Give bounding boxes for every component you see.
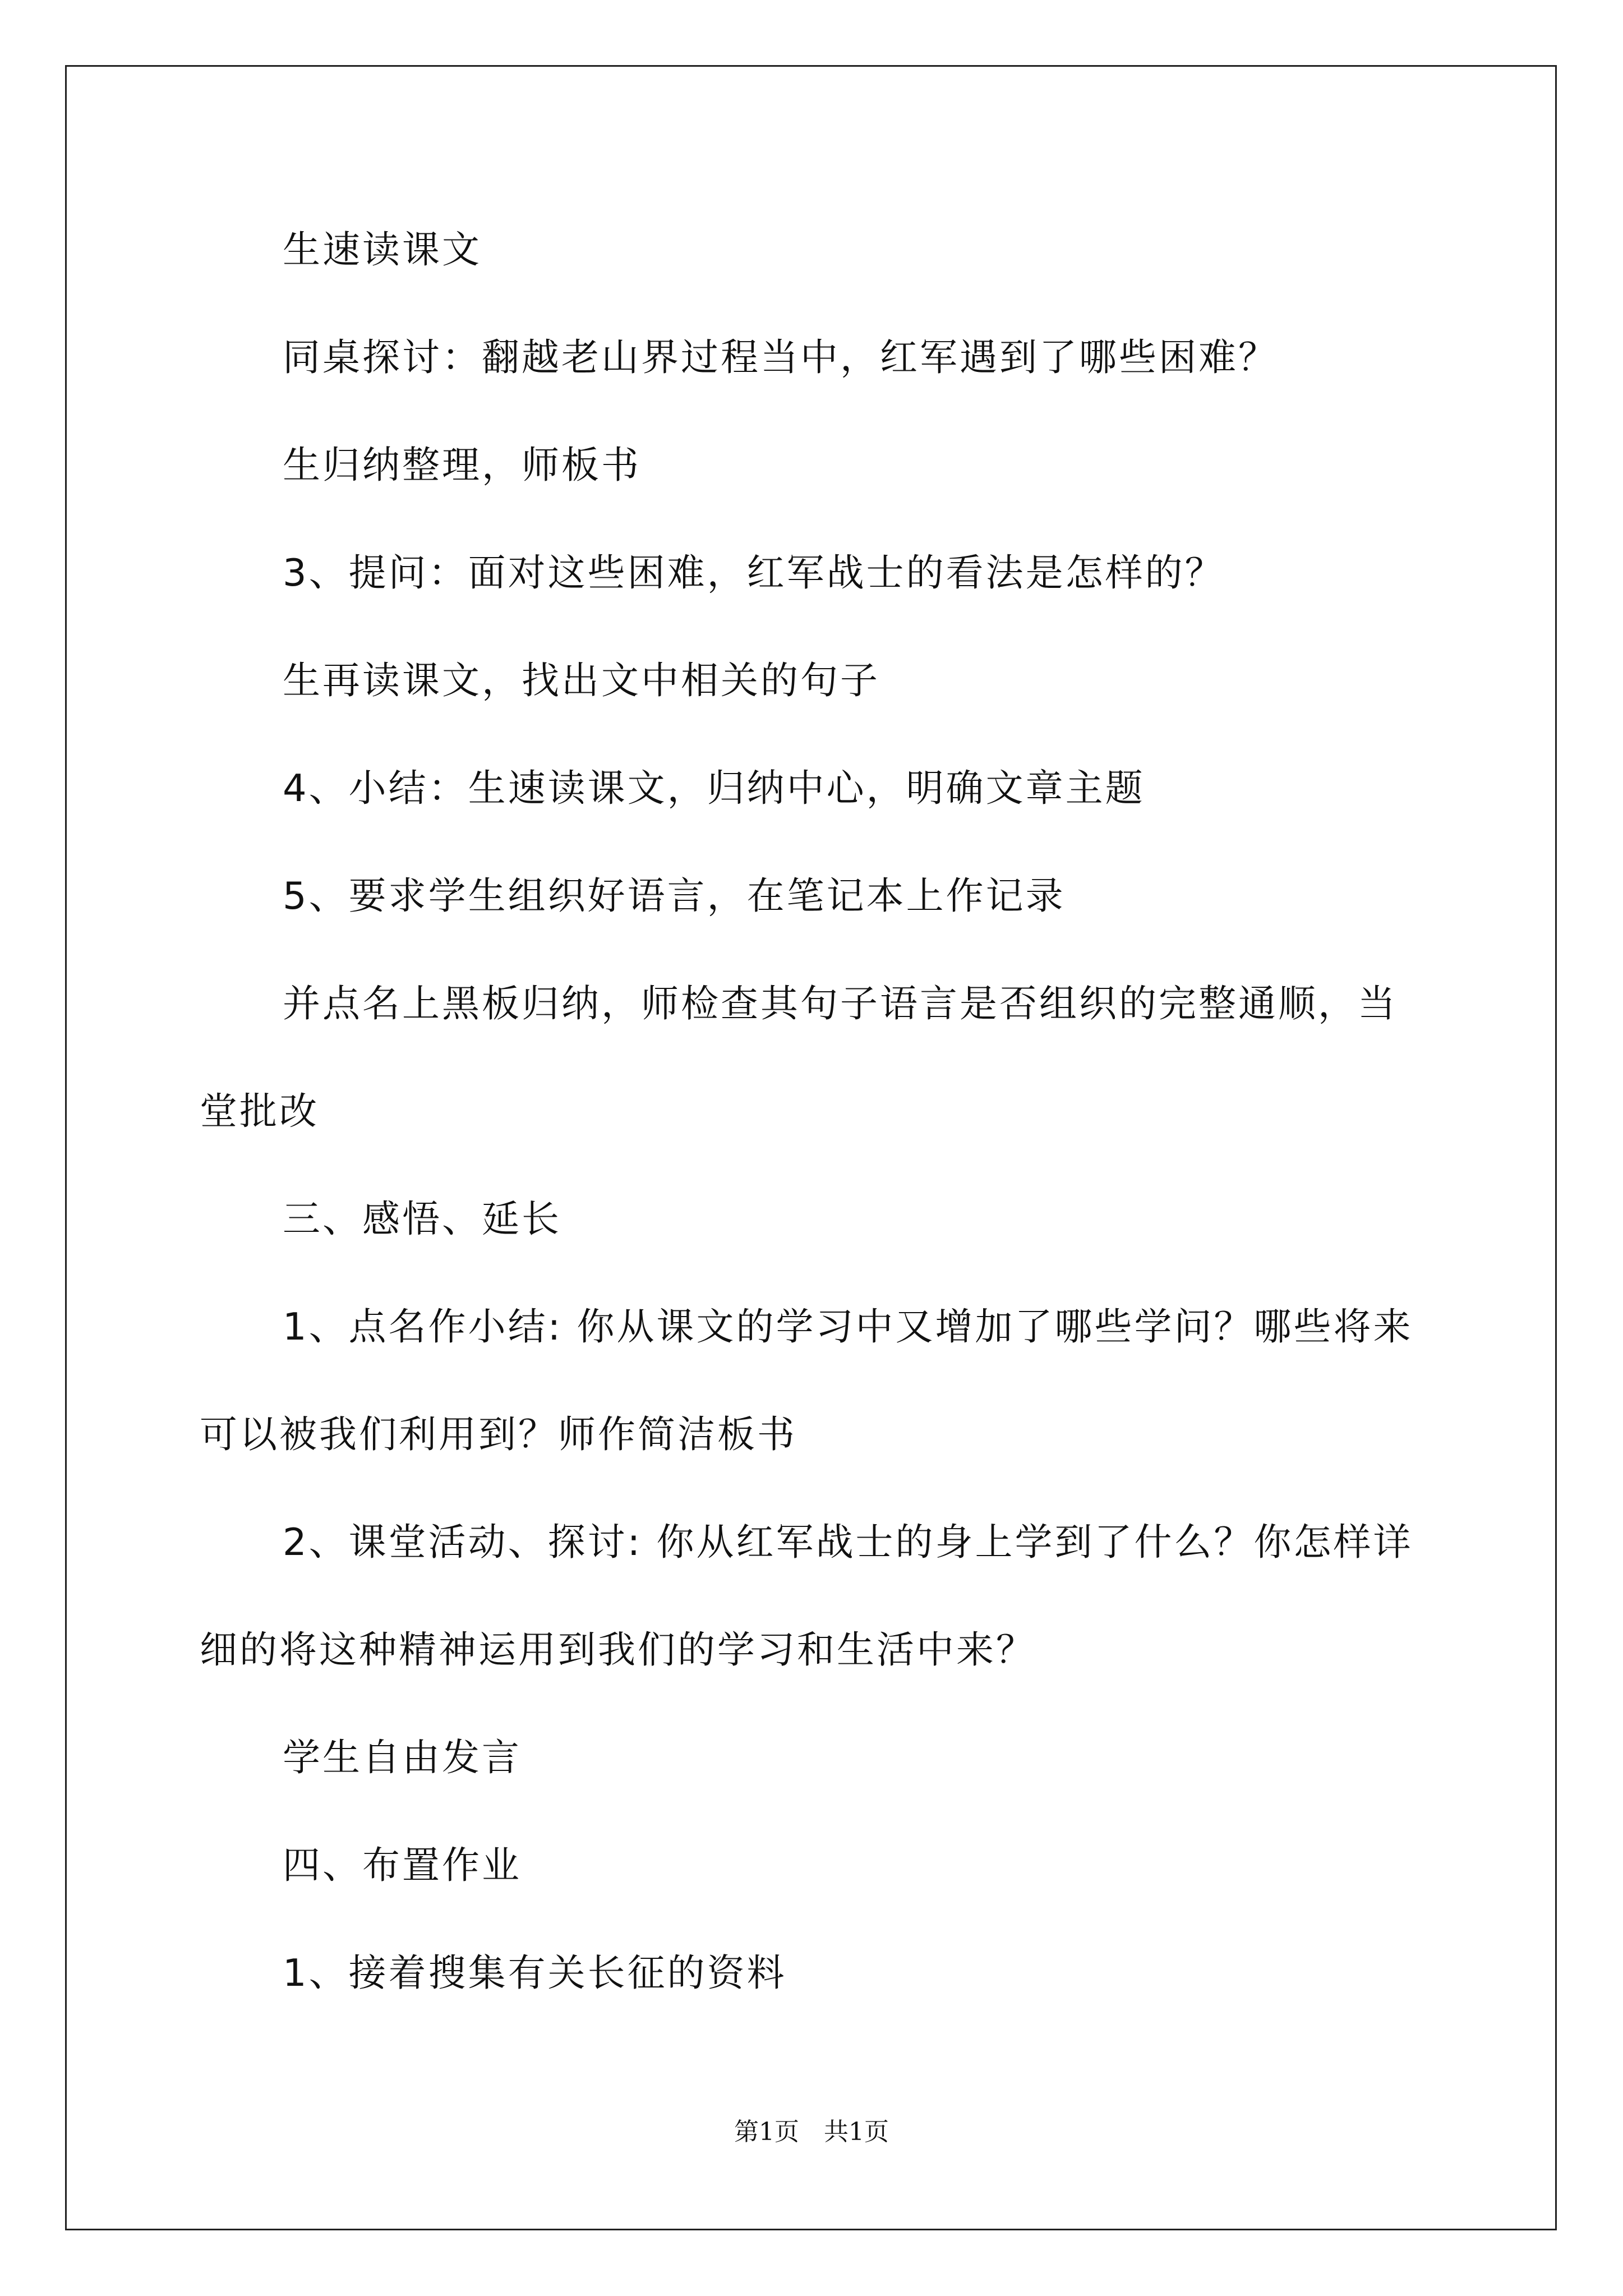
paragraph-continuation: 细的将这种精神运用到我们的学习和生活中来？ bbox=[200, 1628, 1036, 1672]
paragraph: 4、小结：生速读课文，归纳中心，明确文章主题 bbox=[283, 766, 1145, 810]
paragraph-continuation: 可以被我们利用到？师作简洁板书 bbox=[200, 1412, 797, 1456]
paragraph-continuation: 堂批改 bbox=[200, 1089, 319, 1133]
section-heading: 四、布置作业 bbox=[283, 1843, 522, 1887]
page-number-footer: 第1页 共1页 bbox=[734, 2118, 889, 2146]
paragraph: 1、点名作小结: 你从课文的学习中又增加了哪些学问？哪些将来 bbox=[283, 1305, 1413, 1349]
paragraph: 生再读课文，找出文中相关的句子 bbox=[283, 659, 880, 702]
paragraph: 学生自由发言 bbox=[283, 1736, 522, 1779]
paragraph: 生速读课文 bbox=[283, 228, 482, 272]
page-border bbox=[65, 65, 1557, 2230]
paragraph: 3、提问：面对这些困难，红军战士的看法是怎样的？ bbox=[283, 551, 1225, 595]
paragraph: 生归纳整理，师板书 bbox=[283, 443, 641, 487]
paragraph: 并点名上黑板归纳，师检查其句子语言是否组织的完整通顺，当 bbox=[283, 982, 1398, 1025]
paragraph: 同桌探讨：翻越老山界过程当中，红军遇到了哪些困难？ bbox=[283, 335, 1278, 379]
paragraph: 1、接着搜集有关长征的资料 bbox=[283, 1951, 787, 1995]
paragraph: 5、要求学生组织好语言，在笔记本上作记录 bbox=[283, 874, 1066, 918]
section-heading: 三、感悟、延长 bbox=[283, 1197, 561, 1241]
paragraph: 2、课堂活动、探讨: 你从红军战士的身上学到了什么？你怎样详 bbox=[283, 1520, 1413, 1564]
